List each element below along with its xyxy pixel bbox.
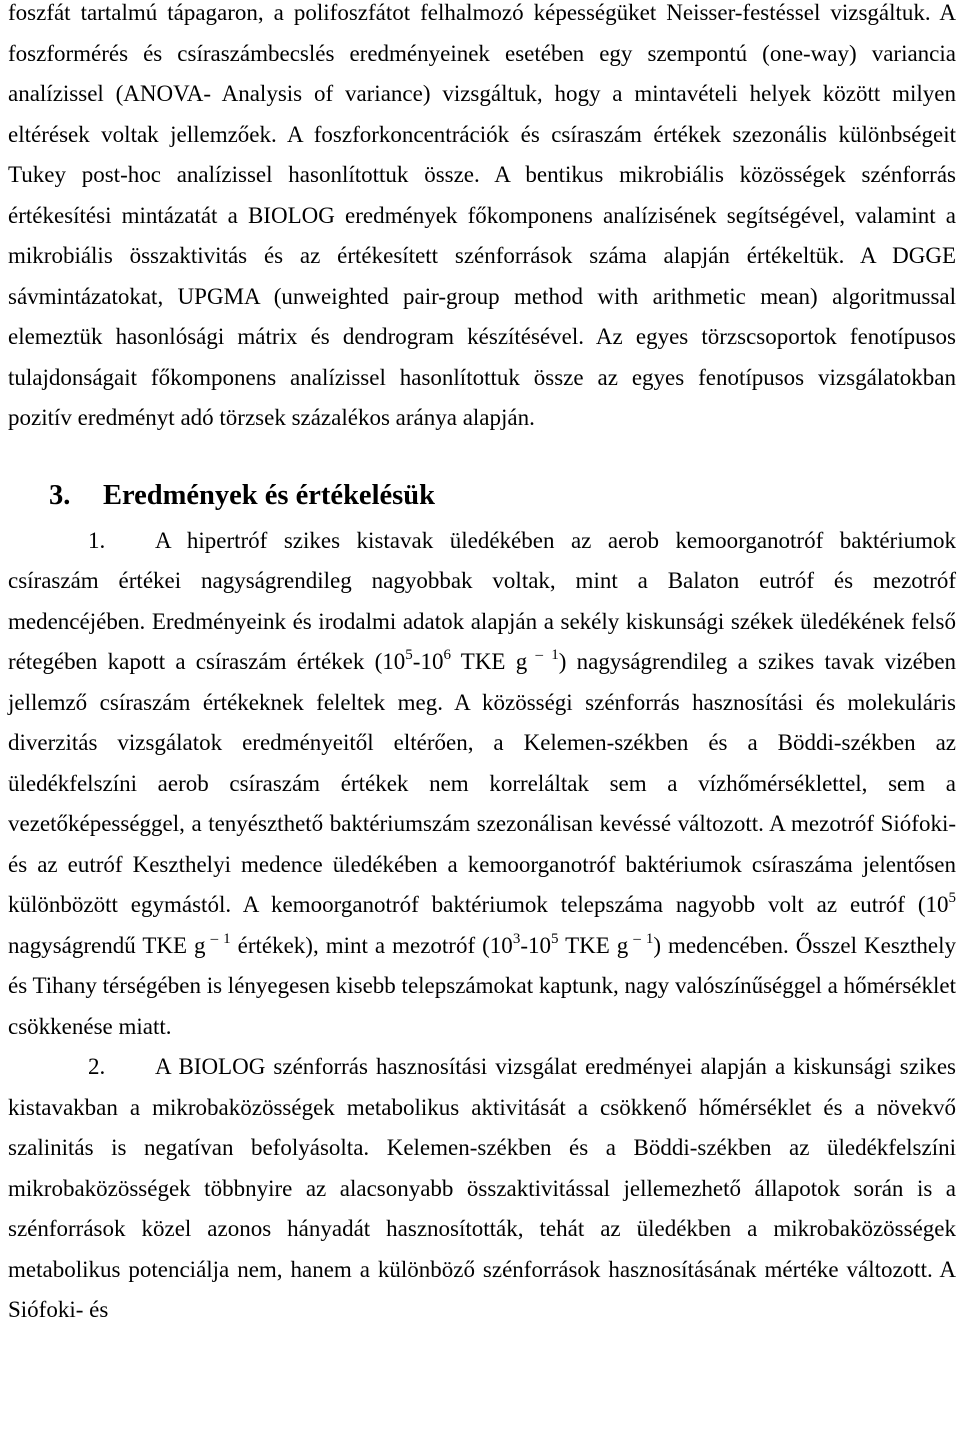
exponent: – 1 (205, 930, 231, 947)
exponent: 5 (405, 647, 413, 663)
item-number-2: 2. (88, 1054, 106, 1079)
exponent: 5 (948, 890, 956, 906)
result-item-2 (8, 1047, 956, 1331)
item2-text: A BIOLOG szénforrás hasznosítási vizsgálat eredményei alapján a kiskunsági szikes kistavakban a mikrobaközösségek metabolikus aktivitását a csökkenő hőmérséklet és a növekvő szalinitás is negatívan befolyásolta. Kelemen-székben és a Böddi-székben az üledékfelszíni mikrobaközösségek többnyire az alacsonyabb összaktivitással jellemezhető állapotok során is a szénforrások közel azonos hányadát hasznosították, tehát az üledékben a mikrobaközösségek metabolikus potenciálja nem, hanem a különböző szénforrások hasznosításának mértéke változott. A Siófoki- és (8, 1054, 956, 1322)
item1-text-c: TKE g (450, 649, 528, 674)
exponent: – 1 (628, 930, 654, 947)
result-item-1 (8, 521, 956, 1048)
exponent: 6 (443, 647, 451, 663)
document-page (8, 0, 956, 1331)
item-number-1: 1. (88, 527, 106, 553)
exponent: 5 (550, 930, 559, 947)
item1-text-b: -10 (412, 649, 444, 674)
section-heading (8, 476, 956, 521)
item1-text-a: A hipertróf szikes kistavak üledékében az aerob kemoorganotróf baktériumok csíraszám értékei nagyságrendileg nagyobbak voltak, mint a Balaton eutróf és mezotróf medencéjében. Eredményeink és irodalmi adatok alapján a sekély kiskunsági székek üledékének felső rétegében kapott a csíraszám értékek (10 (8, 527, 956, 674)
exponent: 3 (512, 930, 521, 947)
item1-text-g: -10 (520, 932, 551, 958)
item1-text-i: ) medencében. Ősszel Keszthely és Tihany térségében is lényegesen kisebb telepszámokat kaptunk, nagy valószínűséggel a hőmérséklet csökkenése miatt. (8, 932, 957, 1039)
exponent: – 1 (527, 647, 559, 663)
item1-text-f: értékek), mint a mezotróf (10 (230, 932, 513, 958)
item1-text-h: TKE g (558, 932, 629, 958)
intro-paragraph: foszfát tartalmú tápagaron, a polifoszfátot felhalmozó képességüket Neisser-festéssel vizsgáltuk. A foszformérés és csíraszámbecslés eredményeinek esetében egy szempontú (one-way) variancia analízissel (ANOVA- Analysis of variance) vizsgáltuk, hogy a mintavételi helyek között milyen eltérések voltak jellemzőek. A foszforkoncentrációk és csíraszám értékek szezonális különbségeit Tukey post-hoc analízissel hasonlítottuk össze. A bentikus mikrobiális közösségek szénforrás értékesítési mintázatát a BIOLOG eredmények főkomponens analízisének segítségével, valamint a mikrobiális összaktivitás és az értékesített szénforrások száma alapján értékeltük. A DGGE sávmintázatokat, UPGMA (unweighted pair-group method with arithmetic mean) algoritmussal elemeztük hasonlósági mátrix és dendrogram készítésével. Az egyes törzscsoportok fenotípusos tulajdonságait főkomponens analízissel hasonlítottuk össze az egyes fenotípusos vizsgálatokban pozitív eredményt adó törzsek százalékos aránya alapján. (8, 0, 956, 430)
item1-text-d: ) nagyságrendileg a szikes tavak vizében jellemző csíraszám értékeknek feleltek meg. A közösségi szénforrás hasznosítási és molekuláris diverzitás vizsgálatok eredményeitől eltérően, a Kelemen-székben és a Böddi-székben az üledékfelszíni aerob csíraszám értékek nem korreláltak sem a vízhőmérséklettel, sem a vezetőképességgel, a tenyészthető baktériumszám szezonálisan kevéssé változott. A mezotróf Siófoki- és az eutróf Keszthelyi medence üledékében a kemoorganotróf baktériumok csíraszáma jelentősen különbözött egymástól. A kemoorganotróf baktériumok telepszáma nagyobb volt az eutróf (10 (8, 649, 957, 917)
section-number: 3. (49, 479, 71, 511)
section-title: Eredmények és értékelésük (103, 479, 435, 511)
item1-text-e: nagyságrendű TKE g (8, 932, 206, 958)
